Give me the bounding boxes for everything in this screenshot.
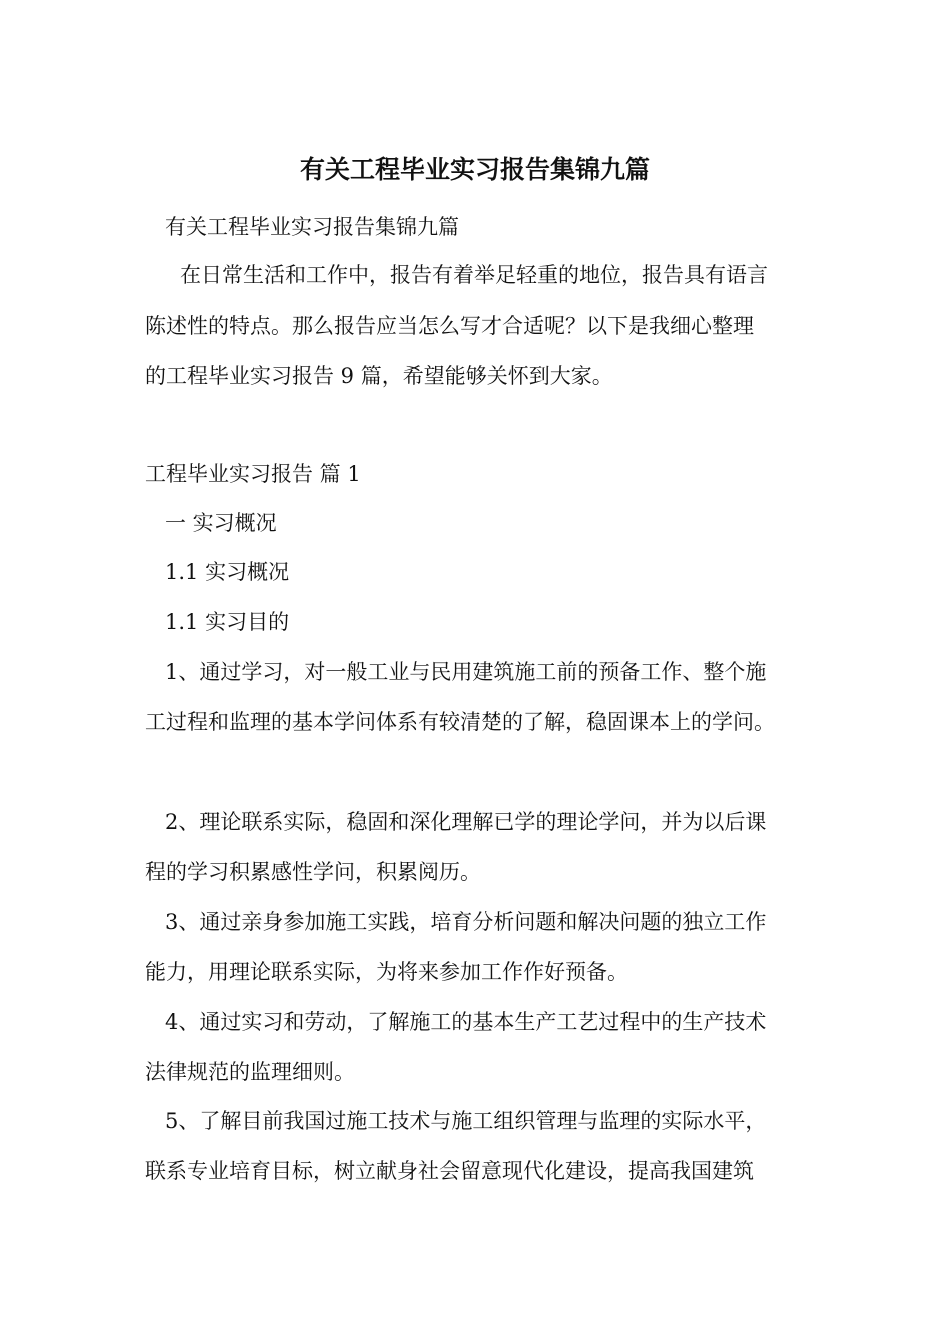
section-heading: 工程毕业实习报告 篇 1 xyxy=(145,462,361,486)
item-1-line-2: 工过程和监理的基本学问体系有较清楚的了解，稳固课本上的学问。 xyxy=(145,710,775,734)
item-3-line-1: 3、通过亲身参加施工实践，培育分析问题和解决问题的独立工作 xyxy=(165,910,767,934)
item-4-line-1: 4、通过实习和劳动，了解施工的基本生产工艺过程中的生产技术 xyxy=(165,1010,767,1034)
item-2-line-1: 2、理论联系实际，稳固和深化理解已学的理论学问，并为以后课 xyxy=(165,810,767,834)
item-1-line-1: 1、通过学习，对一般工业与民用建筑施工前的预备工作、整个施 xyxy=(165,660,767,684)
document-title: 有关工程毕业实习报告集锦九篇 xyxy=(299,155,650,184)
item-5-line-2: 联系专业培育目标，树立献身社会留意现代化建设，提高我国建筑 xyxy=(145,1159,754,1183)
item-4-line-2: 法律规范的监理细则。 xyxy=(145,1060,355,1084)
intro-line-3: 的工程毕业实习报告 9 篇，希望能够关怀到大家。 xyxy=(145,364,613,388)
item-5-line-1: 5、了解目前我国过施工技术与施工组织管理与监理的实际水平， xyxy=(165,1109,767,1133)
item-2-line-2: 程的学习积累感性学问，积累阅历。 xyxy=(145,860,481,884)
subheading-1-1-overview: 1.1 实习概况 xyxy=(165,560,290,584)
subheading-overview: 一 实习概况 xyxy=(165,511,277,535)
subheading-1-1-purpose: 1.1 实习目的 xyxy=(165,610,290,634)
intro-line-2: 陈述性的特点。那么报告应当怎么写才合适呢？以下是我细心整理 xyxy=(145,314,754,338)
subtitle-line: 有关工程毕业实习报告集锦九篇 xyxy=(165,215,459,239)
intro-line-1: 在日常生活和工作中，报告有着举足轻重的地位，报告具有语言 xyxy=(180,263,768,287)
item-3-line-2: 能力，用理论联系实际，为将来参加工作作好预备。 xyxy=(145,960,628,984)
